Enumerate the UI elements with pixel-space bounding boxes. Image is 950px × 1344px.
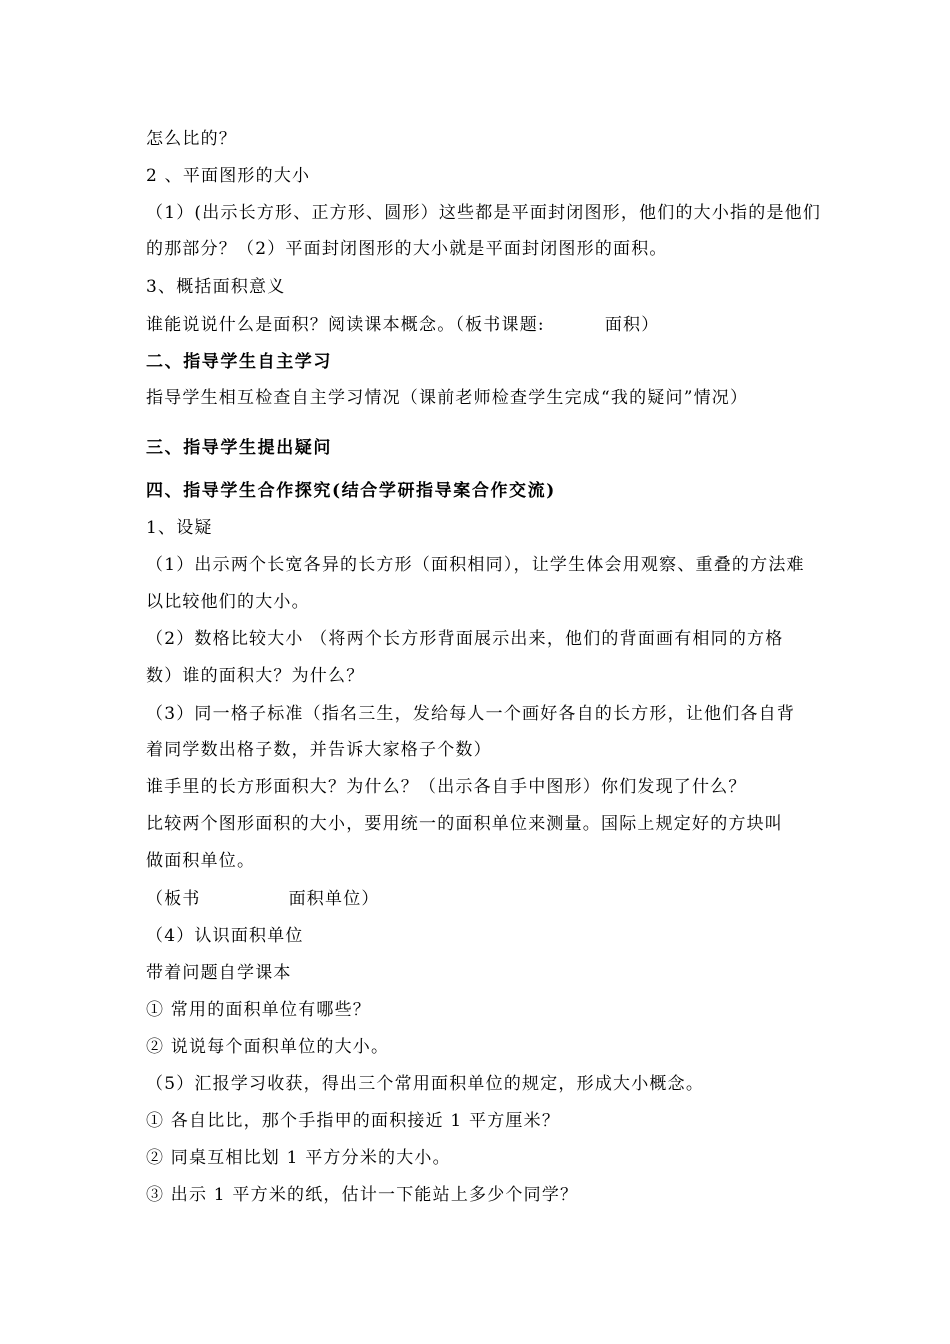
- text-line: 做面积单位。: [146, 851, 256, 871]
- text-line: （3）同一格子标准（指名三生，发给每人一个画好各自的长方形，让他们各自背: [146, 704, 796, 724]
- text-line: 着同学数出格子数，并告诉大家格子个数）: [146, 740, 492, 760]
- text-segment: 面积）: [604, 315, 660, 335]
- text-line: （1）(出示长方形、正方形、圆形）这些都是平面封闭图形，他们的大小指的是他们: [146, 203, 822, 223]
- text-line: 2 、平面图形的大小: [146, 166, 311, 186]
- text-line: （2）数格比较大小 （将两个长方形背面展示出来，他们的背面画有相同的方格: [146, 629, 784, 649]
- text-line: 带着问题自学课本: [146, 963, 292, 983]
- section-heading: 四、指导学生合作探究(结合学研指导案合作交流): [146, 481, 556, 501]
- text-line: ① 各自比比，那个手指甲的面积接近 1 平方厘米？: [146, 1111, 561, 1131]
- text-line: 1、设疑: [146, 518, 213, 538]
- text-line: ② 说说每个面积单位的大小。: [146, 1037, 390, 1057]
- text-line: 以比较他们的大小。: [146, 592, 310, 612]
- text-line: （5）汇报学习收获，得出三个常用面积单位的规定，形成大小概念。: [146, 1074, 705, 1094]
- section-heading: 三、指导学生提出疑问: [146, 438, 332, 458]
- text-line: [146, 313, 659, 337]
- section-heading: 二、指导学生自主学习: [146, 352, 332, 372]
- text-line: ② 同桌互相比划 1 平方分米的大小。: [146, 1148, 451, 1168]
- text-segment: （板书: [146, 889, 201, 909]
- text-line: 比较两个图形面积的大小，要用统一的面积单位来测量。国际上规定好的方块叫: [146, 814, 783, 834]
- text-line: 指导学生相互检查自主学习情况（课前老师检查学生完成“我的疑问”情况）: [146, 388, 749, 408]
- text-line: 3、概括面积意义: [146, 277, 286, 297]
- text-line: ① 常用的面积单位有哪些？: [146, 1000, 372, 1020]
- text-line: [146, 887, 380, 911]
- text-segment: 谁能说说什么是面积？阅读课本概念。（板书课题:: [146, 315, 545, 335]
- text-line: 数）谁的面积大？为什么？: [146, 666, 365, 686]
- text-segment: 面积单位）: [288, 889, 380, 909]
- text-line: 的那部分？（2）平面封闭图形的大小就是平面封闭图形的面积。: [146, 239, 668, 259]
- text-line: 怎么比的？: [146, 129, 237, 149]
- text-line: 谁手里的长方形面积大？为什么？（出示各自手中图形）你们发现了什么？: [146, 777, 747, 797]
- text-line: ③ 出示 1 平方米的纸，估计一下能站上多少个同学？: [146, 1185, 579, 1205]
- text-line: （1）出示两个长宽各异的长方形（面积相同），让学生体会用观察、重叠的方法难: [146, 555, 805, 575]
- text-line: （4）认识面积单位: [146, 926, 304, 946]
